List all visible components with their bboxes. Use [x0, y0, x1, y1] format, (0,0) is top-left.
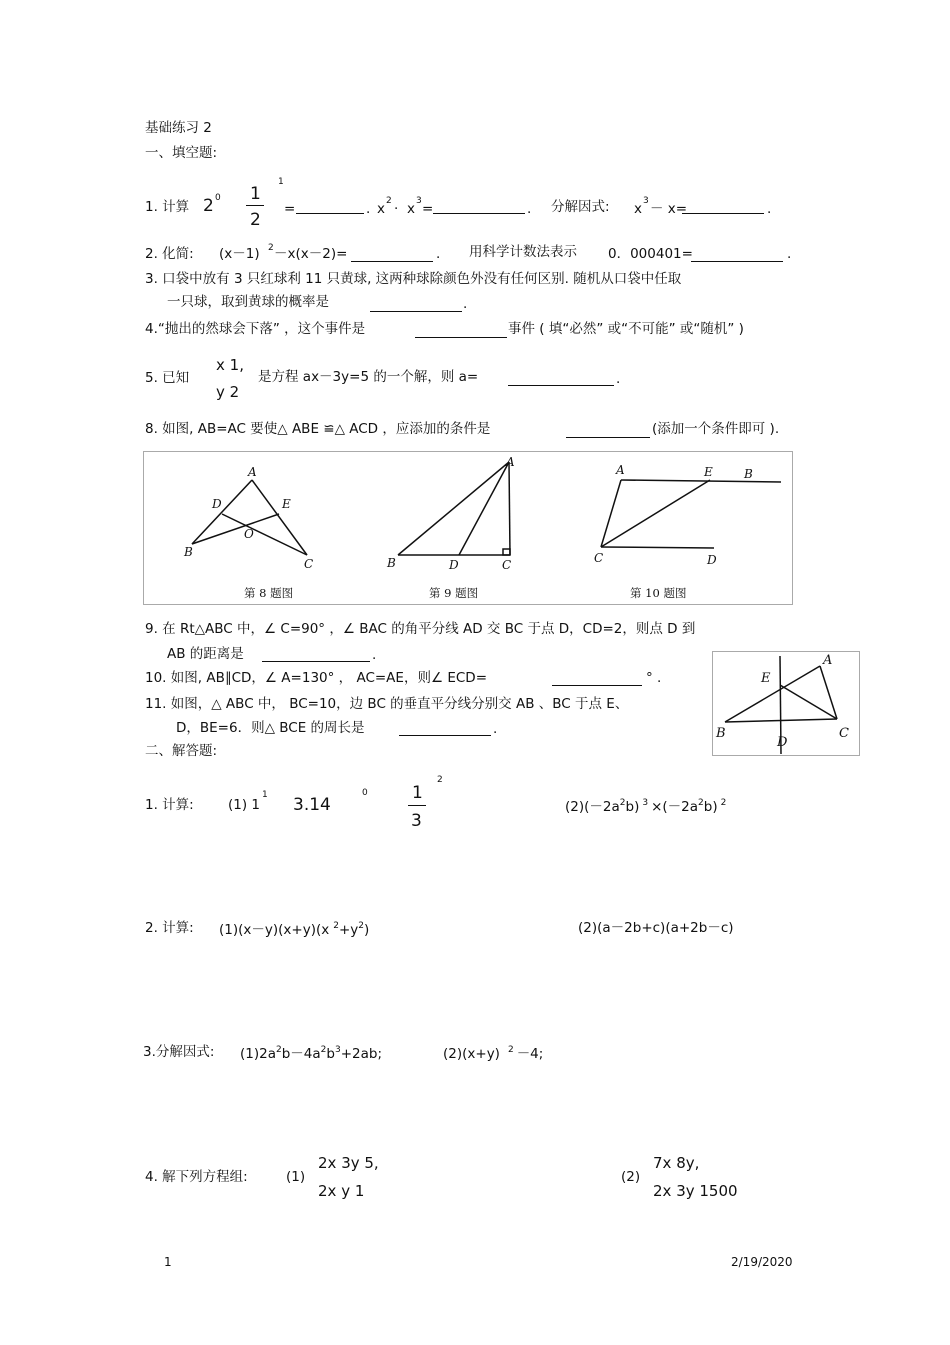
q11-line1: 11. 如图，△ ABC 中， BC=10，边 BC 的垂直平分线分别交 AB 、BC 于点 E、	[145, 696, 629, 712]
q5-sys-x: x 1,	[216, 356, 244, 374]
q1-blank-2[interactable]	[433, 213, 525, 214]
p1-label: 1. 计算:	[145, 797, 194, 813]
fig11-label-e: E	[761, 671, 771, 686]
p1-frac-den: 3	[411, 811, 422, 831]
q11-blank[interactable]	[399, 735, 491, 736]
p4-sys2-line2: 2x 3y 1500	[653, 1182, 738, 1200]
fig10-label-d: D	[707, 553, 717, 567]
q1-eq2: =	[422, 201, 434, 217]
p3-part2: (2)(x+y) $^2$ －4;	[443, 1045, 544, 1062]
q1-base: 2	[203, 196, 214, 216]
q2-expr-b: －x(x－2)=	[274, 246, 348, 262]
q2-expr-a: (x－1)	[219, 246, 260, 262]
section-heading-solve: 二、解答题:	[145, 743, 218, 759]
fig10-label-a: A	[616, 463, 625, 477]
p1-pi-exp: 0	[362, 788, 368, 798]
q5-rest: 是方程 ax－3y=5 的一个解，则 a=	[258, 369, 479, 385]
q1-dot: ·	[394, 201, 399, 217]
q3-line2: 一只球，取到黄球的概率是	[167, 294, 329, 310]
p1-frac-bar	[408, 805, 426, 806]
figures-panel	[143, 451, 793, 605]
q1-blank-1[interactable]	[296, 213, 364, 214]
q1-factor-label: 分解因式:	[551, 199, 610, 215]
fig8-label-b: B	[184, 545, 193, 559]
page-number: 1	[164, 1255, 172, 1269]
q1-blank-3[interactable]	[682, 213, 764, 214]
p3-part1: $(1)2a^2b-4a^2b^3+2ab$;	[240, 1045, 383, 1062]
q8-after: (添加一个条件即可 ).	[652, 421, 780, 437]
page-title: 基础练习 2	[145, 120, 212, 136]
p1-part2: $(2)(-2a^2b)$ $^3 \times(-2a^2b)$ $^2$	[565, 798, 727, 815]
p2-label: 2. 计算:	[145, 920, 194, 936]
p1-frac-num: 1	[412, 783, 423, 803]
footer-date: 2/19/2020	[731, 1255, 793, 1269]
fig10-label-b: B	[744, 467, 753, 481]
fig9-caption: 第 9 题图	[429, 586, 479, 600]
q3-line1: 3. 口袋中放有 3 只红球利 11 只黄球, 这两种球除颜色外没有任何区别. 随机从口袋中任取	[145, 271, 682, 287]
fig11-label-c: C	[839, 726, 849, 741]
p4-sys2-line1: 7x 8y,	[653, 1154, 700, 1172]
p2-part2: (2)(a－2b+c)(a+2b－c)	[578, 920, 734, 936]
q11-line2: D，BE=6．则△ BCE 的周长是	[176, 720, 365, 736]
p4-part1: (1)	[286, 1169, 306, 1185]
q5-label: 5. 已知	[145, 370, 190, 386]
p1-frac-exp: 2	[437, 775, 443, 785]
q1-factor-rest: － x=	[650, 201, 688, 217]
q4-blank[interactable]	[415, 337, 507, 338]
q3-blank[interactable]	[370, 311, 462, 312]
p1-part1: (1) 1	[228, 797, 261, 813]
q2-label: 2. 化简:	[145, 246, 194, 262]
fig10-label-e: E	[704, 465, 713, 479]
figure-11	[712, 651, 860, 756]
q1-eq: =	[284, 201, 296, 217]
q1-x2-exp: 2	[386, 196, 392, 206]
fig11-label-d: D	[777, 735, 788, 750]
q1-frac-num: 1	[250, 184, 261, 204]
q2-expr-exp: 2	[268, 243, 274, 253]
fig8-label-d: D	[212, 497, 222, 511]
q2-sci-value: 0．000401=	[608, 246, 693, 262]
p2-part1: (1)(x－y)(x+y)(x $^2+y^2$)	[219, 921, 370, 938]
q1-x2: x	[377, 201, 385, 217]
q2-blank-1[interactable]	[351, 261, 433, 262]
fig11-label-b: B	[716, 726, 726, 741]
fig10-label-c: C	[594, 551, 604, 565]
q1-factor-exp: 3	[643, 196, 649, 206]
q2-blank-2[interactable]	[691, 261, 783, 262]
figure-11-drawing	[713, 652, 859, 755]
q10-blank[interactable]	[552, 685, 642, 686]
q10-text: 10. 如图, AB∥CD，∠ A=130° ， AC=AE，则∠ ECD=	[145, 670, 488, 686]
q4-text: 4.“抛出的然球会下落” ，这个事件是	[145, 321, 366, 337]
p1-pi: 3.14	[293, 795, 331, 815]
p4-sys1-line1: 2x 3y 5,	[318, 1154, 379, 1172]
fig9-label-d: D	[449, 558, 459, 572]
q1-x3: x	[407, 201, 415, 217]
q8-blank[interactable]	[566, 437, 650, 438]
p4-part2: (2)	[621, 1169, 641, 1185]
q5-sys-y: y 2	[216, 383, 240, 401]
fig10-caption: 第 10 题图	[630, 586, 687, 600]
fig8-label-a: A	[248, 465, 257, 479]
q9-line1: 9. 在 Rt△ABC 中，∠ C=90° ，∠ BAC 的角平分线 AD 交 BC 于点 D，CD=2，则点 D 到	[145, 621, 696, 637]
p1-part1-exp: 1	[262, 790, 268, 800]
fig9-label-b: B	[387, 556, 396, 570]
q9-line2: AB 的距离是	[167, 646, 244, 662]
q8-text: 8. 如图, AB=AC 要使△ ABE ≌△ ACD ，应添加的条件是	[145, 421, 491, 437]
fig8-label-c: C	[304, 557, 314, 571]
q1-frac-bar	[246, 205, 264, 206]
q1-label: 1. 计算	[145, 199, 190, 215]
fig11-label-a: A	[823, 653, 833, 668]
q2-sci-label: 用科学计数法表示	[469, 244, 577, 260]
fig8-caption: 第 8 题图	[244, 586, 294, 600]
fig9-label-a: A	[506, 455, 515, 469]
fig9-label-c: C	[502, 558, 512, 572]
q1-frac-den: 2	[250, 210, 261, 230]
q4-after: 事件 ( 填“必然” 或“不可能” 或“随机” )	[508, 321, 744, 337]
figures-8-9-10	[144, 452, 792, 604]
q1-frac-exp: 1	[278, 177, 284, 187]
q9-blank[interactable]	[262, 661, 370, 662]
q5-blank[interactable]	[508, 385, 614, 386]
q1-x3-exp: 3	[416, 196, 422, 206]
p3-label: 3.分解因式:	[143, 1044, 215, 1060]
p4-sys1-line2: 2x y 1	[318, 1182, 365, 1200]
q1-factor-x: x	[634, 201, 642, 217]
q1-exp0: 0	[215, 193, 221, 203]
fig8-label-e: E	[282, 497, 291, 511]
p4-label: 4. 解下列方程组:	[145, 1169, 248, 1185]
fig8-label-o: O	[244, 527, 254, 541]
section-heading-fill: 一、填空题:	[145, 145, 218, 161]
